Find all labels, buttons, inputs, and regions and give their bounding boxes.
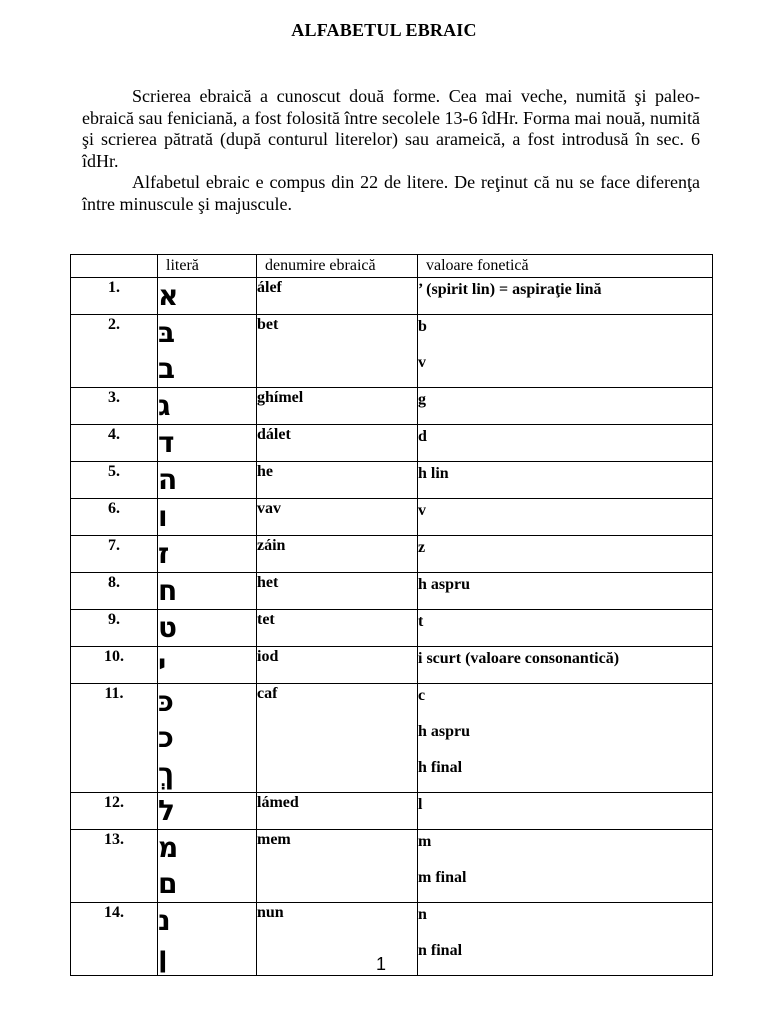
row-number: 10. [71, 647, 158, 684]
letter-cell [158, 830, 257, 903]
table-row [71, 684, 713, 793]
phonetic-value: v [418, 354, 426, 371]
table-row [71, 499, 713, 536]
phonetic-value: i scurt (valoare consonantică) [418, 650, 620, 667]
letter-cell [158, 499, 257, 536]
letter-cell [158, 573, 257, 610]
table-row [71, 536, 713, 573]
phonetic-value-cell [418, 425, 713, 462]
letter-name: iod [257, 647, 418, 684]
hebrew-letter: ז [158, 537, 170, 570]
letter-name: dálet [257, 425, 418, 462]
letter-name: álef [257, 278, 418, 315]
hebrew-letter: כּ [158, 685, 174, 718]
hebrew-letter: ן [158, 940, 168, 973]
hebrew-letter: נ [158, 904, 171, 937]
letter-cell [158, 388, 257, 425]
phonetic-value-cell [418, 573, 713, 610]
phonetic-value: n [418, 906, 427, 923]
row-number: 5. [71, 462, 158, 499]
hebrew-letter: מ [158, 831, 179, 864]
row-number: 14. [71, 903, 158, 976]
row-number: 9. [71, 610, 158, 647]
hebrew-letter: ב [158, 352, 176, 385]
phonetic-value: m [418, 833, 432, 850]
phonetic-value: l [418, 796, 423, 813]
letter-name: tet [257, 610, 418, 647]
hebrew-letter: ח [158, 574, 178, 607]
phonetic-value-cell [418, 315, 713, 388]
letter-cell [158, 462, 257, 499]
header-number [71, 255, 158, 278]
letter-name: nun [257, 903, 418, 976]
phonetic-value: g [418, 391, 426, 408]
phonetic-value: h lin [418, 465, 449, 482]
table-body [71, 278, 713, 976]
letter-cell [158, 684, 257, 793]
phonetic-value: n final [418, 942, 463, 959]
phonetic-value: h aspru [418, 576, 471, 593]
phonetic-value-cell [418, 903, 713, 976]
hebrew-letter: א [158, 279, 179, 312]
hebrew-letter: ל [158, 794, 175, 827]
phonetic-value-cell [418, 462, 713, 499]
table-row [71, 573, 713, 610]
letter-name: ghímel [257, 388, 418, 425]
phonetic-value: c [418, 687, 426, 704]
phonetic-value: d [418, 428, 427, 445]
intro-paragraph-2: Alfabetul ebraic e compus din 22 de litere. De reţinut că nu se face diferenţa între minuscule şi majuscule. [82, 172, 700, 214]
alphabet-table [70, 254, 713, 976]
row-number: 7. [71, 536, 158, 573]
letter-cell [158, 536, 257, 573]
header-name: denumire ebraică [257, 255, 418, 278]
letter-name: lámed [257, 793, 418, 830]
phonetic-value-cell [418, 684, 713, 793]
phonetic-value: t [418, 613, 424, 630]
row-number: 12. [71, 793, 158, 830]
table-row [71, 315, 713, 388]
hebrew-letter: ד [158, 426, 175, 459]
table-row [71, 425, 713, 462]
hebrew-letter: ם [158, 867, 178, 900]
letter-name: vav [257, 499, 418, 536]
table-row [71, 462, 713, 499]
intro-text [82, 86, 700, 215]
document-title: ALFABETUL EBRAIC [291, 20, 477, 40]
hebrew-letter: בּ [158, 316, 176, 349]
phonetic-value-cell [418, 536, 713, 573]
table-row [71, 830, 713, 903]
hebrew-letter: ךְ [158, 757, 175, 790]
table-row [71, 610, 713, 647]
phonetic-value: m final [418, 869, 467, 886]
phonetic-value-cell [418, 499, 713, 536]
letter-cell [158, 278, 257, 315]
row-number: 11. [71, 684, 158, 793]
hebrew-letter: ו [158, 500, 168, 533]
table-row [71, 793, 713, 830]
phonetic-value-cell [418, 830, 713, 903]
table-row [71, 903, 713, 976]
phonetic-value-cell [418, 388, 713, 425]
header-value: valoare fonetică [418, 255, 713, 278]
phonetic-value-cell [418, 278, 713, 315]
letter-name: bet [257, 315, 418, 388]
letter-name: záin [257, 536, 418, 573]
header-letter: literă [158, 255, 257, 278]
phonetic-value-cell [418, 610, 713, 647]
phonetic-value: b [418, 318, 427, 335]
hebrew-letter: ט [158, 611, 178, 644]
letter-cell [158, 610, 257, 647]
letter-cell [158, 315, 257, 388]
row-number: 2. [71, 315, 158, 388]
row-number: 6. [71, 499, 158, 536]
intro-paragraph-1: Scrierea ebraică a cunoscut două forme. Cea mai veche, numită şi paleo-ebraică sau feniciană, a fost folosită între secolele 13-6 îdHr. Forma mai nouă, numită şi scrierea pătrată (după conturul literelor) sau arameică, a fost introdusă în sec. 6 îdHr. [82, 86, 700, 171]
table-header-row [71, 255, 713, 278]
letter-name: mem [257, 830, 418, 903]
table-row [71, 388, 713, 425]
phonetic-value-cell [418, 793, 713, 830]
row-number: 3. [71, 388, 158, 425]
row-number: 4. [71, 425, 158, 462]
row-number: 13. [71, 830, 158, 903]
hebrew-letter: ג [158, 389, 171, 422]
phonetic-value-cell [418, 647, 713, 684]
letter-name: caf [257, 684, 418, 793]
hebrew-letter: י [158, 648, 167, 681]
letter-cell [158, 647, 257, 684]
letter-cell [158, 425, 257, 462]
row-number: 8. [71, 573, 158, 610]
table-row [71, 647, 713, 684]
hebrew-letter: ה [158, 463, 178, 496]
phonetic-value: h aspru [418, 723, 471, 740]
table-row [71, 278, 713, 315]
letter-name: het [257, 573, 418, 610]
phonetic-value: ’ (spirit lin) = aspiraţie lină [418, 281, 602, 298]
row-number: 1. [71, 278, 158, 315]
letter-cell [158, 903, 257, 976]
page-number: 1 [376, 954, 387, 974]
hebrew-letter: כ [158, 721, 174, 754]
letter-name: he [257, 462, 418, 499]
phonetic-value: h final [418, 759, 463, 776]
phonetic-value: v [418, 502, 426, 519]
letter-cell [158, 793, 257, 830]
phonetic-value: z [418, 539, 426, 556]
